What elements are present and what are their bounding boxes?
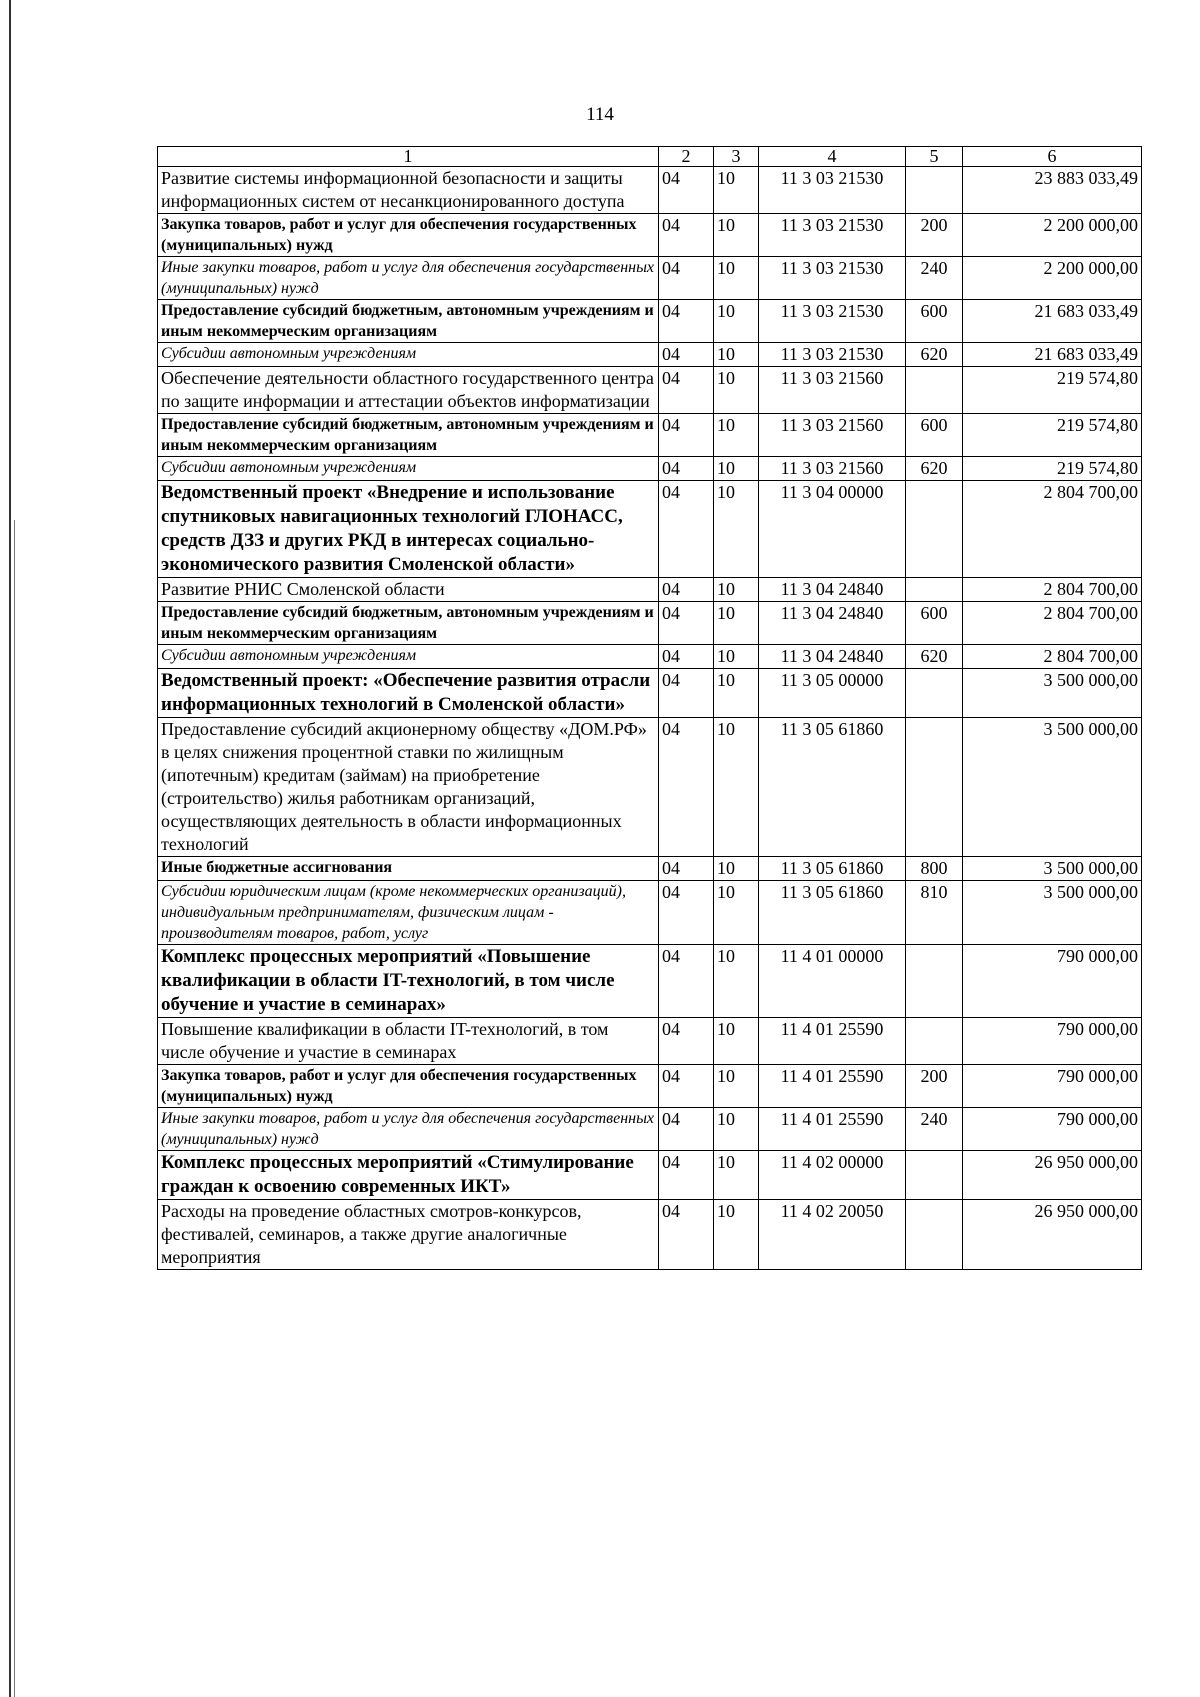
scan-edge-line xyxy=(9,0,11,1697)
amount-cell: 3 500 000,00 xyxy=(963,857,1142,881)
expense-name-cell: Расходы на проведение областных смотров-конкурсов, фестивалей, семинаров, а также другие аналогичные мероприятия xyxy=(158,1200,659,1270)
amount-cell: 2 804 700,00 xyxy=(963,481,1142,578)
target-article-cell: 11 3 05 61860 xyxy=(759,857,906,881)
section-code-cell: 04 xyxy=(659,367,714,414)
amount-cell: 219 574,80 xyxy=(963,457,1142,481)
header-row xyxy=(158,147,1142,167)
subsection-code-cell: 10 xyxy=(714,718,759,857)
subsection-code-cell: 10 xyxy=(714,1151,759,1200)
target-article-cell: 11 3 05 00000 xyxy=(759,669,906,718)
target-article-cell: 11 3 03 21530 xyxy=(759,167,906,214)
amount-cell: 3 500 000,00 xyxy=(963,881,1142,945)
target-article-cell: 11 4 01 00000 xyxy=(759,945,906,1018)
section-code-cell: 04 xyxy=(659,1151,714,1200)
target-article-cell: 11 3 04 24840 xyxy=(759,645,906,669)
amount-cell: 790 000,00 xyxy=(963,1018,1142,1065)
table-row xyxy=(158,257,1142,300)
table-row xyxy=(158,669,1142,718)
table-row xyxy=(158,367,1142,414)
subsection-code-cell: 10 xyxy=(714,343,759,367)
expense-name-cell: Предоставление субсидий акционерному обществу «ДОМ.РФ» в целях снижения процентной ставки по жилищным (ипотечным) кредитам (займам) на приобретение (строительство) жилья работникам организаций, осуществляющих деятельность в области информационных технологий xyxy=(158,718,659,857)
table-row xyxy=(158,481,1142,578)
table-row xyxy=(158,602,1142,645)
table-row xyxy=(158,881,1142,945)
subsection-code-cell: 10 xyxy=(714,1200,759,1270)
expense-type-cell xyxy=(906,578,963,602)
expense-type-cell xyxy=(906,367,963,414)
budget-table xyxy=(157,146,1142,1270)
expense-name-cell: Развитие РНИС Смоленской области xyxy=(158,578,659,602)
target-article-cell: 11 4 01 25590 xyxy=(759,1065,906,1108)
expense-name-cell: Предоставление субсидий бюджетным, автономным учреждениям и иным некоммерческим организациям xyxy=(158,300,659,343)
expense-name-cell: Повышение квалификации в области IT-технологий, в том числе обучение и участие в семинарах xyxy=(158,1018,659,1065)
header-cell-2: 2 xyxy=(659,147,714,167)
target-article-cell: 11 4 02 20050 xyxy=(759,1200,906,1270)
target-article-cell: 11 3 03 21560 xyxy=(759,457,906,481)
subsection-code-cell: 10 xyxy=(714,257,759,300)
target-article-cell: 11 4 01 25590 xyxy=(759,1108,906,1151)
expense-name-cell: Обеспечение деятельности областного государственного центра по защите информации и аттестации объектов информатизации xyxy=(158,367,659,414)
table-row xyxy=(158,945,1142,1018)
amount-cell: 3 500 000,00 xyxy=(963,669,1142,718)
expense-name-cell: Ведомственный проект «Внедрение и использование спутниковых навигационных технологий ГЛОНАСС, средств ДЗЗ и других РКД в интересах социально-экономического развития Смоленской области» xyxy=(158,481,659,578)
table-row xyxy=(158,1200,1142,1270)
expense-name-cell: Предоставление субсидий бюджетным, автономным учреждениям и иным некоммерческим организациям xyxy=(158,602,659,645)
target-article-cell: 11 3 03 21530 xyxy=(759,343,906,367)
amount-cell: 2 804 700,00 xyxy=(963,602,1142,645)
target-article-cell: 11 3 05 61860 xyxy=(759,881,906,945)
target-article-cell: 11 4 01 25590 xyxy=(759,1018,906,1065)
section-code-cell: 04 xyxy=(659,578,714,602)
section-code-cell: 04 xyxy=(659,1200,714,1270)
subsection-code-cell: 10 xyxy=(714,945,759,1018)
expense-type-cell: 620 xyxy=(906,457,963,481)
target-article-cell: 11 3 03 21560 xyxy=(759,367,906,414)
expense-type-cell xyxy=(906,167,963,214)
amount-cell: 23 883 033,49 xyxy=(963,167,1142,214)
subsection-code-cell: 10 xyxy=(714,602,759,645)
subsection-code-cell: 10 xyxy=(714,457,759,481)
section-code-cell: 04 xyxy=(659,257,714,300)
amount-cell: 2 200 000,00 xyxy=(963,214,1142,257)
section-code-cell: 04 xyxy=(659,645,714,669)
subsection-code-cell: 10 xyxy=(714,367,759,414)
section-code-cell: 04 xyxy=(659,214,714,257)
subsection-code-cell: 10 xyxy=(714,167,759,214)
subsection-code-cell: 10 xyxy=(714,645,759,669)
scan-edge-line xyxy=(14,520,15,1697)
table-row xyxy=(158,645,1142,669)
subsection-code-cell: 10 xyxy=(714,1065,759,1108)
expense-type-cell: 200 xyxy=(906,1065,963,1108)
expense-type-cell: 200 xyxy=(906,214,963,257)
subsection-code-cell: 10 xyxy=(714,414,759,457)
section-code-cell: 04 xyxy=(659,167,714,214)
expense-type-cell: 800 xyxy=(906,857,963,881)
expense-type-cell xyxy=(906,718,963,857)
expense-name-cell: Развитие системы информационной безопасности и защиты информационных систем от несанкционированного доступа xyxy=(158,167,659,214)
section-code-cell: 04 xyxy=(659,457,714,481)
amount-cell: 790 000,00 xyxy=(963,1108,1142,1151)
table-row xyxy=(158,578,1142,602)
section-code-cell: 04 xyxy=(659,343,714,367)
expense-name-cell: Комплекс процессных мероприятий «Стимулирование граждан к освоению современных ИКТ» xyxy=(158,1151,659,1200)
expense-type-cell: 600 xyxy=(906,414,963,457)
table-row xyxy=(158,1108,1142,1151)
target-article-cell: 11 3 03 21530 xyxy=(759,300,906,343)
subsection-code-cell: 10 xyxy=(714,857,759,881)
amount-cell: 21 683 033,49 xyxy=(963,300,1142,343)
expense-type-cell: 240 xyxy=(906,1108,963,1151)
table-row xyxy=(158,1018,1142,1065)
table-row xyxy=(158,457,1142,481)
target-article-cell: 11 3 04 24840 xyxy=(759,578,906,602)
expense-type-cell xyxy=(906,1151,963,1200)
expense-type-cell xyxy=(906,481,963,578)
expense-name-cell: Субсидии автономным учреждениям xyxy=(158,457,659,481)
target-article-cell: 11 3 03 21530 xyxy=(759,214,906,257)
amount-cell: 219 574,80 xyxy=(963,367,1142,414)
subsection-code-cell: 10 xyxy=(714,481,759,578)
expense-name-cell: Комплекс процессных мероприятий «Повышение квалификации в области IT-технологий, в том числе обучение и участие в семинарах» xyxy=(158,945,659,1018)
target-article-cell: 11 3 04 24840 xyxy=(759,602,906,645)
table-row xyxy=(158,167,1142,214)
section-code-cell: 04 xyxy=(659,1018,714,1065)
table-row xyxy=(158,1151,1142,1200)
section-code-cell: 04 xyxy=(659,669,714,718)
table-row xyxy=(158,300,1142,343)
subsection-code-cell: 10 xyxy=(714,881,759,945)
section-code-cell: 04 xyxy=(659,1108,714,1151)
table-row xyxy=(158,857,1142,881)
subsection-code-cell: 10 xyxy=(714,1018,759,1065)
expense-type-cell: 810 xyxy=(906,881,963,945)
expense-type-cell: 620 xyxy=(906,645,963,669)
subsection-code-cell: 10 xyxy=(714,1108,759,1151)
table-row xyxy=(158,718,1142,857)
section-code-cell: 04 xyxy=(659,1065,714,1108)
amount-cell: 26 950 000,00 xyxy=(963,1200,1142,1270)
subsection-code-cell: 10 xyxy=(714,214,759,257)
target-article-cell: 11 3 03 21560 xyxy=(759,414,906,457)
expense-name-cell: Субсидии юридическим лицам (кроме некоммерческих организаций), индивидуальным предпринимателям, физическим лицам - производителям товаров, работ, услуг xyxy=(158,881,659,945)
subsection-code-cell: 10 xyxy=(714,578,759,602)
expense-name-cell: Ведомственный проект: «Обеспечение развития отрасли информационных технологий в Смоленской области» xyxy=(158,669,659,718)
table-row xyxy=(158,414,1142,457)
subsection-code-cell: 10 xyxy=(714,300,759,343)
expense-name-cell: Закупка товаров, работ и услуг для обеспечения государственных (муниципальных) нужд xyxy=(158,214,659,257)
expense-name-cell: Иные закупки товаров, работ и услуг для обеспечения государственных (муниципальных) нужд xyxy=(158,257,659,300)
amount-cell: 219 574,80 xyxy=(963,414,1142,457)
table-row xyxy=(158,1065,1142,1108)
header-cell-1: 1 xyxy=(158,147,659,167)
expense-type-cell xyxy=(906,669,963,718)
target-article-cell: 11 4 02 00000 xyxy=(759,1151,906,1200)
amount-cell: 2 200 000,00 xyxy=(963,257,1142,300)
section-code-cell: 04 xyxy=(659,718,714,857)
amount-cell: 2 804 700,00 xyxy=(963,645,1142,669)
expense-name-cell: Субсидии автономным учреждениям xyxy=(158,343,659,367)
amount-cell: 21 683 033,49 xyxy=(963,343,1142,367)
subsection-code-cell: 10 xyxy=(714,669,759,718)
section-code-cell: 04 xyxy=(659,481,714,578)
page-number: 114 xyxy=(586,104,614,125)
amount-cell: 3 500 000,00 xyxy=(963,718,1142,857)
expense-name-cell: Закупка товаров, работ и услуг для обеспечения государственных (муниципальных) нужд xyxy=(158,1065,659,1108)
expense-type-cell xyxy=(906,945,963,1018)
table-row xyxy=(158,214,1142,257)
expense-type-cell: 240 xyxy=(906,257,963,300)
target-article-cell: 11 3 03 21530 xyxy=(759,257,906,300)
expense-type-cell: 600 xyxy=(906,602,963,645)
section-code-cell: 04 xyxy=(659,857,714,881)
header-cell-5: 5 xyxy=(906,147,963,167)
expense-name-cell: Субсидии автономным учреждениям xyxy=(158,645,659,669)
header-cell-3: 3 xyxy=(714,147,759,167)
amount-cell: 2 804 700,00 xyxy=(963,578,1142,602)
expense-name-cell: Иные закупки товаров, работ и услуг для обеспечения государственных (муниципальных) нужд xyxy=(158,1108,659,1151)
section-code-cell: 04 xyxy=(659,414,714,457)
section-code-cell: 04 xyxy=(659,881,714,945)
expense-type-cell xyxy=(906,1018,963,1065)
section-code-cell: 04 xyxy=(659,945,714,1018)
header-cell-6: 6 xyxy=(963,147,1142,167)
target-article-cell: 11 3 05 61860 xyxy=(759,718,906,857)
expense-type-cell: 600 xyxy=(906,300,963,343)
target-article-cell: 11 3 04 00000 xyxy=(759,481,906,578)
expense-type-cell xyxy=(906,1200,963,1270)
section-code-cell: 04 xyxy=(659,602,714,645)
amount-cell: 26 950 000,00 xyxy=(963,1151,1142,1200)
expense-name-cell: Иные бюджетные ассигнования xyxy=(158,857,659,881)
expense-name-cell: Предоставление субсидий бюджетным, автономным учреждениям и иным некоммерческим организациям xyxy=(158,414,659,457)
header-cell-4: 4 xyxy=(759,147,906,167)
table-row xyxy=(158,343,1142,367)
amount-cell: 790 000,00 xyxy=(963,1065,1142,1108)
amount-cell: 790 000,00 xyxy=(963,945,1142,1018)
expense-type-cell: 620 xyxy=(906,343,963,367)
section-code-cell: 04 xyxy=(659,300,714,343)
